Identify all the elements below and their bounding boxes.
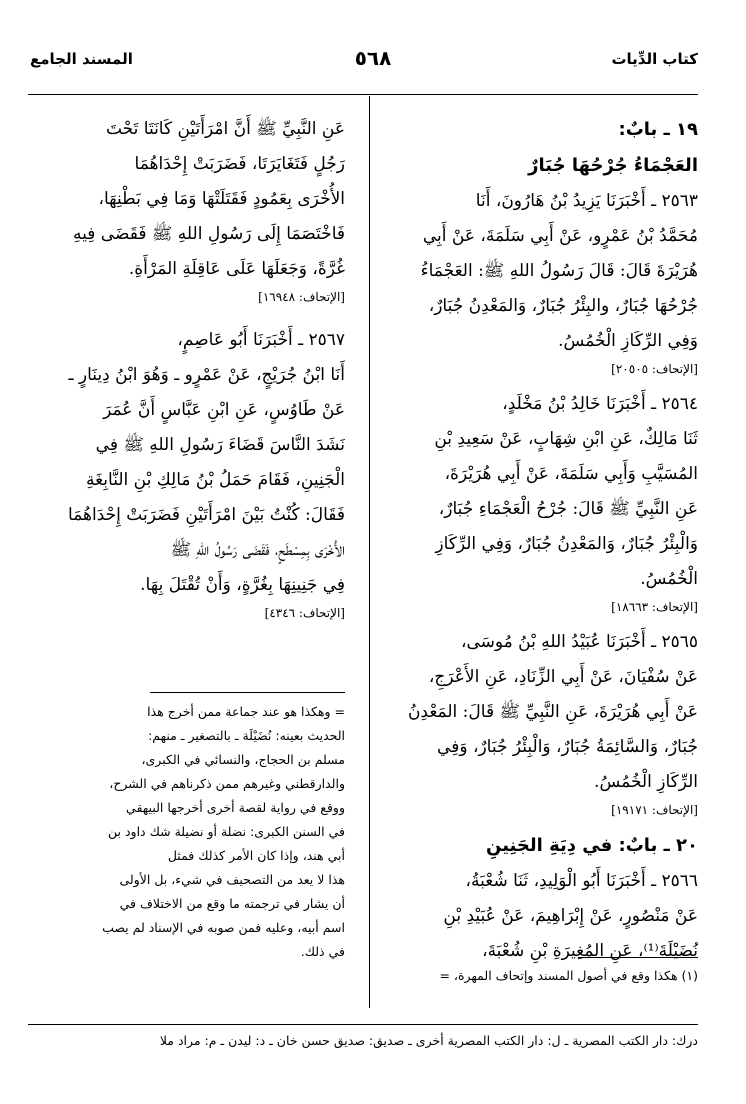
hadith-2564 bbox=[393, 387, 698, 617]
hadith-line: الْخُمُسُ. bbox=[640, 569, 698, 589]
hadith-line: ٢٥٦٥ ـ أَخْبَرَنَا عُبَيْدُ اللهِ بْنُ مُوسَى، bbox=[460, 632, 698, 652]
footnote-1: (١) هكذا وقع في أصول المسند وإتحاف المهرة، = bbox=[439, 968, 698, 983]
hadith-line: أَنَا ابْنُ جُرَيْجٍ، عَنْ عَمْرٍو ـ وَهُوَ ابْنُ دِينَارٍ ـ bbox=[68, 365, 345, 385]
hadith-line: رَجُلٍ فَتَغَايَرَتَا، فَضَرَبَتْ إِحْدَاهُمَا bbox=[134, 154, 345, 174]
footnote-line: أن يشار في ترجمته ما وقع من الاختلاف في bbox=[119, 896, 345, 911]
footnote-line: اسم أبيه، وعليه فمن صوبه في الإسناد لم يصب bbox=[102, 920, 345, 935]
hadith-line: وَفِي الرِّكَازِ الْخُمُسُ. bbox=[558, 331, 698, 351]
hadith-line: هُرَيْرَةَ قَالَ: قَالَ رَسُولُ اللهِ ﷺ: العَجْمَاءُ bbox=[420, 261, 698, 281]
hadith-2566-continued bbox=[30, 112, 345, 307]
footnote-rule bbox=[150, 692, 345, 693]
footnote-line: والدارقطني وغيرهم ممن ذكرناهم في الشرح، bbox=[109, 776, 345, 791]
footnote-line: مسلم بن الحجاج، والنسائي في الكبرى، bbox=[141, 752, 345, 767]
series-title: المسند الجامع bbox=[30, 50, 133, 68]
ithaf-reference: [الإتحاف: ٢٠٥٠٥] bbox=[611, 362, 698, 376]
hadith-line: الأُخْرَى بِعَمُودٍ فَقَتَلَتْهَا وَمَا فِي بَطْنِهَا، bbox=[98, 189, 345, 209]
manuscript-key: درك: دار الكتب المصرية ـ ل: دار الكتب المصرية أخرى ـ صديق: صديق حسن خان ـ د: ليدن ـ م: مراد ملا bbox=[159, 1033, 698, 1048]
hadith-line: غُرَّةً، وَجَعَلَهَا عَلَى عَاقِلَةِ المَرْأَةِ. bbox=[128, 259, 345, 279]
hadith-line: ٢٥٦٣ ـ أَخْبَرَنَا يَزِيدُ بْنُ هَارُونَ، أَنَا bbox=[475, 191, 698, 211]
hadith-line: الْجَنِينِ، فَقَامَ حَمَلُ بْنُ مَالِكِ بْنِ النَّابِغَةِ bbox=[85, 470, 345, 490]
hadith-line: نُضَيْلَةَ⁽¹⁾، عَنِ المُغِيرَةِ بْنِ شُعْبَةَ، bbox=[482, 941, 698, 961]
chapter-19-heading: ١٩ ـ بابٌ: bbox=[618, 119, 698, 140]
footnote-line: الحديث بعينه: نُضَيْلَة ـ بالتصغير ـ منهم: bbox=[148, 728, 345, 743]
chapter-20-heading: ٢٠ ـ بابٌ: في دِيَةِ الجَنِينِ bbox=[486, 835, 698, 856]
hadith-2563 bbox=[393, 184, 698, 379]
hadith-2567 bbox=[30, 323, 345, 623]
hadith-line: فَاخْتَصَمَا إِلَى رَسُولِ اللهِ ﷺ فَقَضَى فِيهِ bbox=[73, 224, 345, 244]
column-divider bbox=[369, 96, 370, 1008]
footnote-continuation bbox=[30, 700, 345, 964]
ithaf-reference: [الإتحاف: ٤٣٤٦] bbox=[264, 606, 345, 620]
footnote-line: = وهكذا هو عند جماعة ممن أخرج هذا bbox=[147, 704, 345, 719]
hadith-line: ٢٥٦٦ ـ أَخْبَرَنَا أَبُو الْوَلِيدِ، ثَنَا شُعْبَةُ، bbox=[465, 871, 698, 891]
footnote-line: هذا لا يعد من التصحيف في شيء، بل الأولى bbox=[119, 872, 345, 887]
footnote-line: ووقع في رواية لقصة أخرى أخرجها البيهقي bbox=[126, 800, 345, 815]
hadith-line: ثَنَا مَالِكٌ، عَنِ ابْنِ شِهَابٍ، عَنْ سَعِيدِ بْنِ bbox=[434, 429, 698, 449]
hadith-line: عَنِ النَّبِيِّ ﷺ قَالَ: جُرْحُ الْعَجْمَاءِ جُبَارٌ، bbox=[438, 499, 698, 519]
footnote-line: في السنن الكبرى: نضلة أو نضيلة شك داود بن bbox=[108, 824, 345, 839]
hadith-line: ٢٥٦٤ ـ أَخْبَرَنَا خَالِدُ بْنُ مَخْلَدٍ، bbox=[502, 394, 698, 414]
hadith-line: نَشَدَ النَّاسَ قَضَاءَ رَسُولِ اللهِ ﷺ فِي bbox=[95, 435, 345, 455]
hadith-line: المُسَيَّبِ وَأَبِي سَلَمَةَ، عَنْ أَبِي هُرَيْرَةَ، bbox=[444, 464, 698, 484]
page-number: ٥٦٨ bbox=[354, 46, 392, 70]
bottom-rule bbox=[28, 1024, 698, 1025]
footnote-rule bbox=[578, 957, 698, 958]
hadith-line: عَنْ مَنْصُورٍ، عَنْ إِبْرَاهِيمَ، عَنْ عُبَيْدِ بْنِ bbox=[443, 906, 698, 926]
hadith-2566 bbox=[393, 864, 698, 969]
hadith-line: مُحَمَّدُ بْنُ عَمْرٍو، عَنْ أَبِي سَلَمَةَ، عَنْ أَبِي bbox=[422, 226, 698, 246]
chapter-19-title: العَجْمَاءُ جُرْحُهَا جُبَارٌ bbox=[528, 155, 698, 176]
right-column bbox=[393, 112, 698, 969]
ithaf-reference: [الإتحاف: ١٦٩٤٨] bbox=[258, 290, 345, 304]
footnote-line: أبي هند، وإذا كان الأمر كذلك فمثل bbox=[167, 848, 345, 863]
hadith-line: فِي جَنِينِهَا بِغُرَّةٍ، وَأَنْ تُقْتَلَ بِهَا. bbox=[140, 575, 345, 595]
book-title: كتاب الدِّيات bbox=[611, 50, 698, 68]
hadith-2565 bbox=[393, 625, 698, 820]
hadith-line: الرِّكَازِ الْخُمُسُ. bbox=[594, 772, 698, 792]
hadith-line: جُبَارٌ، وَالسَّائِمَةُ جُبَارٌ، وَالْبِئْرُ جُبَارٌ، وَفِي bbox=[437, 737, 698, 757]
hadith-line: فَقَالَ: كُنْتُ بَيْنَ امْرَأَتَيْنِ فَضَرَبَتْ إِحْدَاهُمَا bbox=[68, 505, 345, 525]
hadith-line: وَالْبِئْرُ جُبَارٌ، وَالمَعْدِنُ جُبَارٌ، وَفِي الرِّكَازِ bbox=[435, 534, 698, 554]
hadith-line: عَنْ سُفْيَانَ، عَنْ أَبِي الزِّنَادِ، عَنِ الأَعْرَجِ، bbox=[428, 667, 698, 687]
footnote-line: في ذلك. bbox=[300, 944, 345, 959]
hadith-line: جُرْحُهَا جُبَارٌ، والبِئْرُ جُبَارٌ، وَالمَعْدِنُ جُبَارٌ، bbox=[428, 296, 698, 316]
header-rule bbox=[28, 94, 698, 95]
left-column bbox=[30, 112, 345, 631]
hadith-line: عَنِ النَّبِيِّ ﷺ أَنَّ امْرَأَتَيْنِ كَانَتَا تَحْتَ bbox=[105, 119, 345, 139]
hadith-line: ٢٥٦٧ ـ أَخْبَرَنَا أَبُو عَاصِمٍ، bbox=[177, 330, 345, 350]
hadith-line: الأُخْرَى بِمِسْطَحٍ، فَقَضَى رَسُولُ اللهِ ﷺ bbox=[170, 540, 345, 560]
hadith-line: عَنْ أَبِي هُرَيْرَةَ، عَنِ النَّبِيِّ ﷺ قَالَ: المَعْدِنُ bbox=[407, 702, 698, 722]
ithaf-reference: [الإتحاف: ١٨٦٦٣] bbox=[611, 600, 698, 614]
ithaf-reference: [الإتحاف: ١٩١٧١] bbox=[611, 803, 698, 817]
hadith-line: عَنْ طَاوُسٍ، عَنِ ابْنِ عَبَّاسٍ أَنَّ عُمَرَ bbox=[103, 400, 345, 420]
